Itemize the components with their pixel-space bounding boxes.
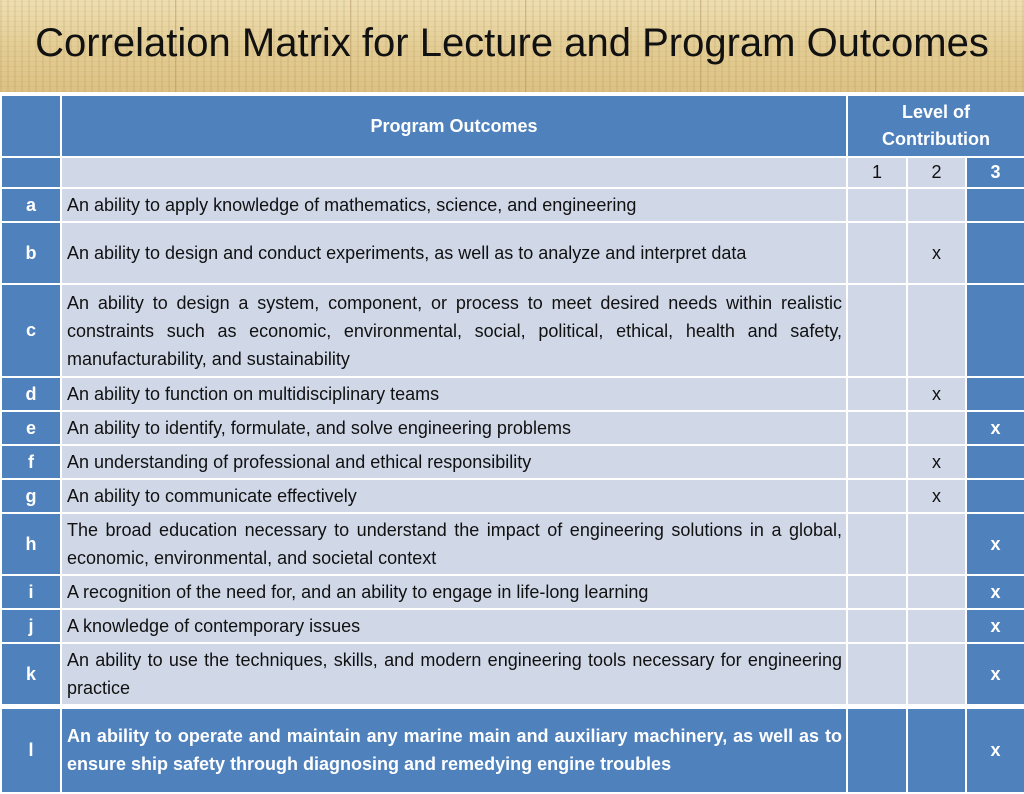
level-number-row xyxy=(1,157,1024,188)
level-2-cell xyxy=(907,575,966,609)
outcome-description: The broad education necessary to understand the impact of engineering solutions in a global, economic, environmental, and societal context xyxy=(61,513,847,575)
level-3-cell: x xyxy=(966,411,1024,445)
level-3-cell xyxy=(966,222,1024,284)
level-1-cell xyxy=(847,643,907,707)
level-1-cell xyxy=(847,411,907,445)
outcome-letter: a xyxy=(1,188,61,222)
outcome-description: An ability to operate and maintain any marine main and auxiliary machinery, as well as to ensure ship safety through diagnosing and remedying engine troubles xyxy=(61,707,847,793)
table-row xyxy=(1,479,1024,513)
table-row xyxy=(1,575,1024,609)
outcome-description: An ability to function on multidisciplinary teams xyxy=(61,377,847,411)
table-row xyxy=(1,609,1024,643)
level-3-cell: x xyxy=(966,707,1024,793)
level-2-header: 2 xyxy=(907,157,966,188)
level-2-cell xyxy=(907,513,966,575)
table-row xyxy=(1,377,1024,411)
level-3-cell xyxy=(966,284,1024,377)
level-1-cell xyxy=(847,284,907,377)
table-header-row xyxy=(1,95,1024,157)
outcome-description: A knowledge of contemporary issues xyxy=(61,609,847,643)
level-3-cell: x xyxy=(966,643,1024,707)
header-corner-cell xyxy=(1,95,61,157)
level-1-cell xyxy=(847,222,907,284)
level-2-cell: x xyxy=(907,479,966,513)
correlation-matrix-table xyxy=(0,94,1024,794)
level-1-cell xyxy=(847,479,907,513)
level-1-cell xyxy=(847,575,907,609)
outcome-description: An ability to design and conduct experiments, as well as to analyze and interpret data xyxy=(61,222,847,284)
table-row xyxy=(1,284,1024,377)
outcome-letter: f xyxy=(1,445,61,479)
outcome-description: An ability to design a system, component, or process to meet desired needs within realistic constraints such as economic, environmental, social, political, ethical, health and safety, manufacturability, and sustainability xyxy=(61,284,847,377)
outcome-letter: g xyxy=(1,479,61,513)
level-2-cell xyxy=(907,284,966,377)
level-row-blank xyxy=(61,157,847,188)
outcome-letter: b xyxy=(1,222,61,284)
level-1-cell xyxy=(847,188,907,222)
program-outcomes-header: Program Outcomes xyxy=(61,95,847,157)
table-row xyxy=(1,222,1024,284)
outcome-letter: l xyxy=(1,707,61,793)
table-row xyxy=(1,411,1024,445)
level-3-cell xyxy=(966,445,1024,479)
level-1-cell xyxy=(847,445,907,479)
outcome-description: An understanding of professional and ethical responsibility xyxy=(61,445,847,479)
level-3-cell xyxy=(966,479,1024,513)
level-3-cell: x xyxy=(966,513,1024,575)
outcome-description: An ability to identify, formulate, and solve engineering problems xyxy=(61,411,847,445)
outcome-letter: c xyxy=(1,284,61,377)
outcome-letter: e xyxy=(1,411,61,445)
level-1-cell xyxy=(847,377,907,411)
level-2-cell xyxy=(907,707,966,793)
level-3-cell: x xyxy=(966,609,1024,643)
outcome-letter: i xyxy=(1,575,61,609)
level-2-cell xyxy=(907,643,966,707)
level-2-cell: x xyxy=(907,445,966,479)
table-row xyxy=(1,643,1024,707)
level-3-cell: x xyxy=(966,575,1024,609)
level-2-cell: x xyxy=(907,222,966,284)
level-3-cell xyxy=(966,188,1024,222)
table-row xyxy=(1,188,1024,222)
outcome-letter: h xyxy=(1,513,61,575)
outcome-description: An ability to communicate effectively xyxy=(61,479,847,513)
level-row-corner xyxy=(1,157,61,188)
outcome-description: A recognition of the need for, and an ability to engage in life-long learning xyxy=(61,575,847,609)
level-1-header: 1 xyxy=(847,157,907,188)
level-2-cell: x xyxy=(907,377,966,411)
level-2-cell xyxy=(907,411,966,445)
outcome-description: An ability to use the techniques, skills, and modern engineering tools necessary for engineering practice xyxy=(61,643,847,707)
level-1-cell xyxy=(847,609,907,643)
outcome-letter: d xyxy=(1,377,61,411)
level-2-cell xyxy=(907,188,966,222)
level-1-cell xyxy=(847,513,907,575)
table-row xyxy=(1,707,1024,793)
level-of-contribution-header: Level of Contribution xyxy=(847,95,1024,157)
level-3-cell xyxy=(966,377,1024,411)
level-3-header: 3 xyxy=(966,157,1024,188)
title-banner xyxy=(0,0,1024,92)
outcome-letter: j xyxy=(1,609,61,643)
page-title: Correlation Matrix for Lecture and Program Outcomes xyxy=(35,21,989,65)
level-1-cell xyxy=(847,707,907,793)
level-2-cell xyxy=(907,609,966,643)
outcome-description: An ability to apply knowledge of mathematics, science, and engineering xyxy=(61,188,847,222)
outcome-rows xyxy=(1,188,1024,793)
table-row xyxy=(1,445,1024,479)
table-row xyxy=(1,513,1024,575)
outcome-letter: k xyxy=(1,643,61,707)
